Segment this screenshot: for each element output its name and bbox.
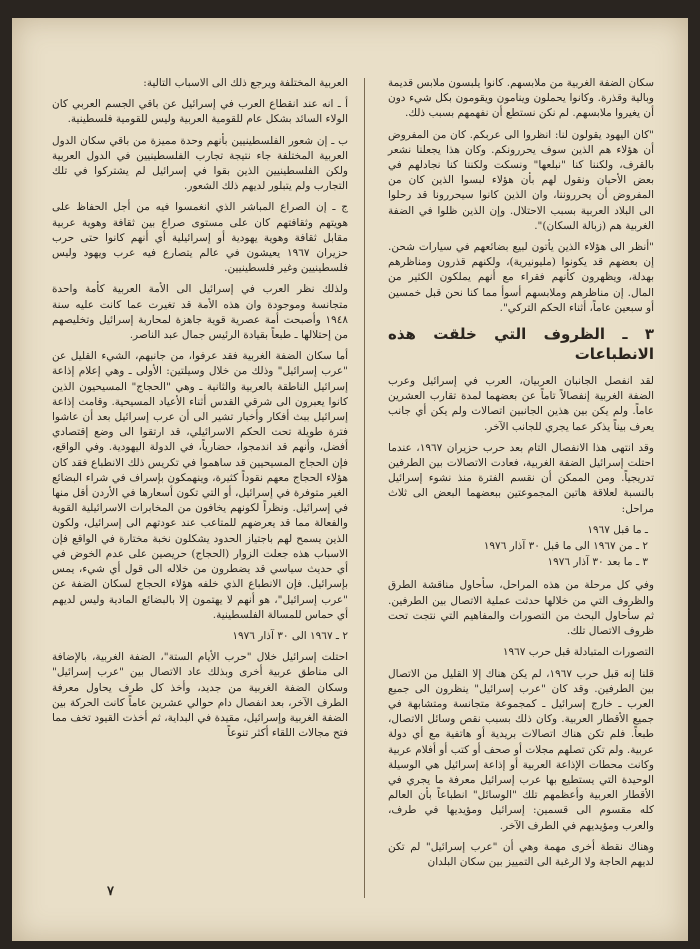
point-c: ج ـ إن الصراع المباشر الذي انغمسوا فيه من أجل الحفاظ على هويتهم وثقافتهم كان على مستوى صراع بين ثقافة وهوية عربية مقابل ثقافة وهوية يهودية أو إسرائيلية أي أنهم كانوا حتى حرب حزيران ١٩٦٧ يعيشون في عالم يتصارع فيه عرب ويهود وليس فلسطينيين وغير فلسطينيين. xyxy=(52,201,348,275)
right-paragraph-4: قلنا إنه قبل حرب ١٩٦٧، لم يكن هناك إلا القليل من الاتصال بين الطرفين. وقد كان "عرب إسرائيل" ينظرون الى جميع العرب ـ خارج إسرائيل ـ كمجموعة متجانسة ومتشابهة في جميع الأقطار العربية. وكان ذلك بسبب نقص وسائل الاتصال، طبعاً. فلم تكن هناك اتصالات بريدية أو هاتفية مع أي دولة عربية. ولم تكن تصلهم مجلات أو صحف أو كتب أو أفلام عربية وكانت محطات الإذاعة العربية أو إذاعة إسرائيل هي الوسيلة الوحيدة التي يستطيع بها عرب إسرائيل معرفة ما يجري في الأقطار العربية وأعظمهم تلك "الوسائل" انطباعاً بأن العالم كله مقسوم الى قسمين: إسرائيل ومؤيديها في طرف، والعرب ومؤيديهم في الطرف الآخر. xyxy=(388,667,654,832)
right-subheading: التصورات المتبادلة قبل حرب ١٩٦٧ xyxy=(502,646,654,659)
left-column xyxy=(52,76,348,747)
section-heading: ٣ ـ الظروف التي خلقت هذه الانطباعات xyxy=(388,325,654,364)
right-column xyxy=(388,76,654,876)
stage-item-2: ٢ ـ من ١٩٦٧ الى ما قبل ٣٠ آذار ١٩٧٦ xyxy=(483,540,648,553)
magazine-page xyxy=(12,18,688,941)
column-divider xyxy=(364,78,365,898)
left-paragraph-3: احتلت إسرائيل خلال "حرب الأيام الستة"، الضفة الغربية، بالإضافة الى مناطق عربية أخرى وبذلك عاد الاتصال بين "عرب إسرائيل" وسكان الضفة الغربية من جديد، وأخذ كل طرف يحاول معرفة الطرف الآخر، بعد انفصال دام حوالي عشرين عاماً كانت الحركة بين الضفة الغربية وإسرائيل، مقيدة في البداية، ثم أخذت القيود تخف مما فتح مجالات اللقاء أكثر تنوعاً xyxy=(52,651,348,740)
stage-item-3: ٣ ـ ما بعد ٣٠ آذار ١٩٧٦ xyxy=(547,556,648,569)
page-number: ٧ xyxy=(107,884,114,899)
right-paragraph-5: وهناك نقطة أخرى مهمة وهي أن "عرب إسرائيل" لم تكن لديهم الحاجة ولا الرغبة الى التمييز بين سكان البلدان xyxy=(388,840,654,868)
right-paragraph-2: وقد انتهى هذا الانفصال التام بعد حرب حزيران ١٩٦٧، عندما احتلت إسرائيل الضفة الغربية، فعادت الاتصالات بين الطرفين تدريجياً. ومن الممكن أن نقسم الفترة منذ نشوء إسرائيل بالنسبة لعلاقة هاتين المجموعتين ببعضهما البعض الى ثلاث مراحل: xyxy=(388,441,654,515)
left-paragraph-2: أما سكان الضفة الغربية فقد عرفوا، من جانبهم، الشيء القليل عن "عرب إسرائيل" وذلك من خلال وسيلتين: الأولى ـ وهي إعلام إذاعة إسرائيل الناطقة بالعربية والثانية ـ وهي "الحجاج" المسيحيون الذين كانوا يعبرون الى شرقي القدس أثناء الأعياد المسيحية. وقامت إذاعة إسرائيل ببث أفكار وأخبار تشير الى أن عرب إسرائيل بعد أن عاشوا فترة طويلة تحت الحكم الاسرائيلي، قد ارتقوا الى وضع إقتصادي أفضل، وأنهم قد اندمجوا، حضارياً، في الدولة اليهودية. وفي الواقع، فإن الحجاج المسيحيين قد ساهموا في تكريس ذلك الانطباع فقد كان هؤلاء الحجاج معهم نقوداً كثيرة، وينهمكون بإسراف في شراء البضائع الغير متوفرة في إسرائيل، أو التي تكون أسعارها في الأردن أقل منها في إسرائيل. ونظراً لكونهم يخافون من المخابرات الاسرائيلية القوية والفعالة مما قد يعرضهم للمتاعب عند عودتهم الى إسرائيل، ولكون الذين يسمح لهم باجتياز الحدود يشكلون نخبة مختارة في الواقع فإن الاسباب هذه جعلت الزوار (الحجاج) حريصين على عدم الخوض في أي حديث سياسي قد يضطرون من خلاله الى قول أي شيء، يمس بإسرائيل. فإن الانطباع الذي خلفه هؤلاء الحجاج لسكان الضفة عن "عرب إسرائيل"، هو أنهم لا يهتمون إلا بالبضائع المادية وليس لديهم أي حماس للمسالة الفلسطينية. xyxy=(52,350,348,621)
right-paragraph-1: لقد انفصل الجانبان العربيان، العرب في إسرائيل وعرب الضفة الغربية إنفصالاً تاماً عن بعضهما لمدة تقارب العشرين عاماً. ولم يكن بين هذين الجانبين اتصالات ولم يكن أي جانب يعرف بيناً يذكر عما يجري للجانب الآخر. xyxy=(388,375,654,433)
left-intro-paragraph: العربية المختلفة ويرجع ذلك الى الاسباب التالية: xyxy=(143,77,348,89)
left-paragraph-1: ولذلك نظر العرب في إسرائيل الى الأمة العربية كأمة واحدة متجانسة وموجودة وان هذه الأمة قد تغيرت عما كانت عليه سنة ١٩٤٨ وأصبحت أمة عصرية قوية جاهزة لمحاربة إسرائيل وتخليصهم من إحتلالها ـ طبعاً بقيادة الرئيس جمال عبد الناصر. xyxy=(52,283,348,342)
stage-item-1: ـ ما قبل ١٩٦٧ xyxy=(587,523,648,536)
right-paragraph-3: وفي كل مرحلة من هذه المراحل، سأحاول مناقشة الطرق والظروف التي من خلالها حدثت عملية الاتصال بين الطرفين. ثم سأحاول البحث من التصورات والمفاهيم التي نتجت تحت ظروف الاتصال تلك. xyxy=(388,579,654,638)
quote-paragraph-1: "كان اليهود يقولون لنا: انظروا الى عربكم. كان من المفروض أن هؤلاء هم الذين سوف يحررونكم. وكان هذا يجعلنا نشعر بالقرف، ولكننا كنا "نبلعها" ونسكت ولكننا كنا نجادلهم في بعض الأحيان ونقول لهم بأن هؤلاء لبسوا الذين كان من المفروض أن يحرروننا، وان الذين كانوا سيحررونا قد رحلوا الى البلاد العربية بسبب الاحتلال. وإن الذين ظلوا في الضفة الغربية هم (زبالة السكان)". xyxy=(388,128,654,232)
quote-paragraph-2: "أنظر الى هؤلاء الذين يأتون لبيع بضائعهم في سيارات شحن. إن بعضهم قد يكونوا (مليونيرية)، ولكنهم قذرون ومناظرهم بهدلة، ويظهرون كأنهم فقراء مع أنهم يملكون الكثير من المال. إن مناظرهم وملابسهم أسوأ مما كنا نحن قبل خمسين أو سبعين عاماً، أثناء الحكم التركي". xyxy=(388,241,654,314)
right-intro-paragraph: سكان الضفة الغربية من ملابسهم. كانوا يلبسون ملابس قديمة وبالية وقذرة. وكانوا يحملون وينامون ويقومون بكل شيء دون أن يغيروا ملابسهم. لم نكن نستطع أن نفهمهم بسبب ذلك. xyxy=(388,77,654,120)
point-b: ب ـ إن شعور الفلسطينيين بأنهم وحدة مميزة من باقي سكان الدول العربية المختلفة جاء نتيجة تجارب الفلسطينيين في الدول العربية ولكن الفلسطينيين الذين بقوا في إسرائيل لم يشتركوا في تلك التجارب ولم يتبلور لديهم ذلك الشعور. xyxy=(52,134,348,193)
left-subheading: ٢ ـ ١٩٦٧ الى ٣٠ آذار ١٩٧٦ xyxy=(232,629,348,642)
point-a: أ ـ انه عند انقطاع العرب في إسرائيل عن باقي الجسم العربي كان الولاء السائد بشكل عام للقومية العربية وليس للقومية فلسطينية. xyxy=(52,98,348,126)
stages-list xyxy=(388,523,654,571)
